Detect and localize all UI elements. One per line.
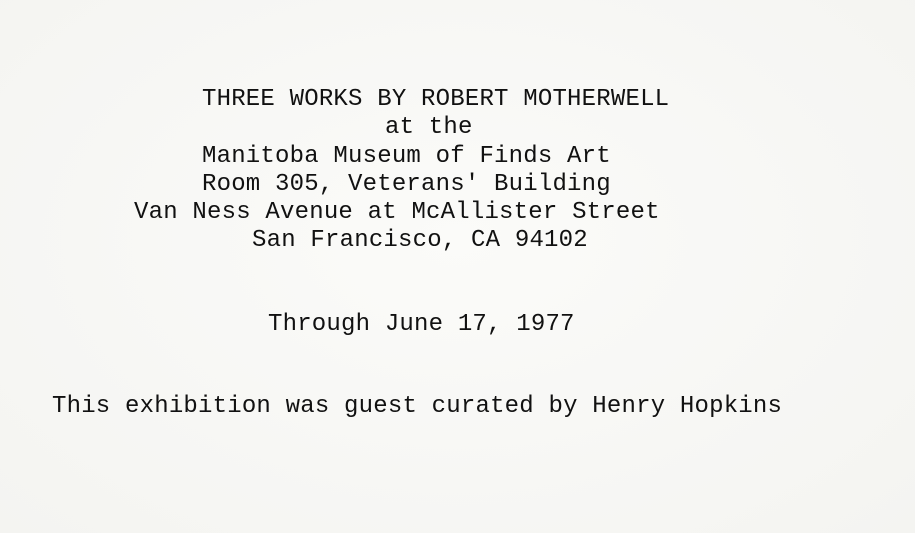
curator-credit: This exhibition was guest curated by Henry Hopkins <box>52 393 783 420</box>
museum-name: Manitoba Museum of Finds Art <box>202 143 611 170</box>
exhibition-dates: Through June 17, 1977 <box>268 311 575 338</box>
exhibition-title: THREE WORKS BY ROBERT MOTHERWELL <box>202 86 670 113</box>
city-state-zip: San Francisco, CA 94102 <box>252 227 588 254</box>
venue-connector: at the <box>385 114 473 141</box>
room-building: Room 305, Veterans' Building <box>202 171 611 198</box>
street-address: Van Ness Avenue at McAllister Street <box>134 199 660 226</box>
